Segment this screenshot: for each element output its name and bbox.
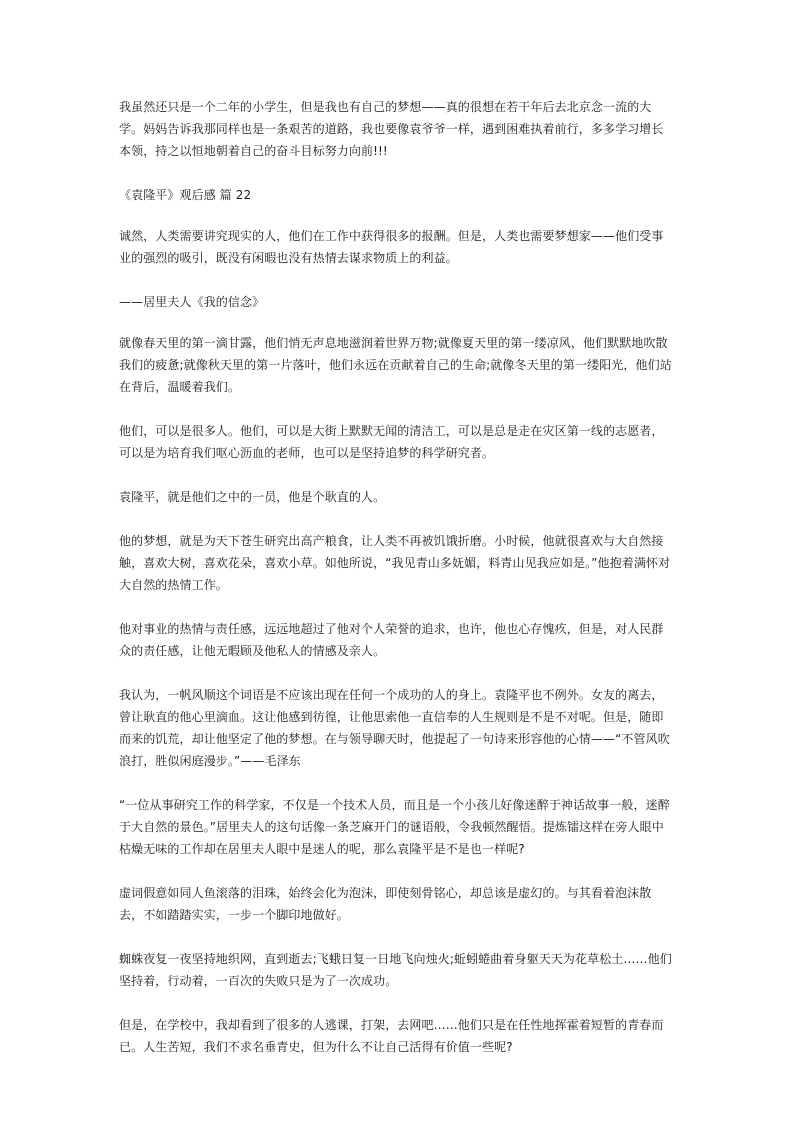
paragraph-they: 他们，可以是很多人。他们，可以是大街上默默无闻的清洁工，可以是总是走在灾区第一线的志愿者，可以是为培育我们呕心沥血的老师，也可以是坚持追梦的科学研究者。	[119, 424, 664, 460]
paragraph-illusion: 虚词假意如同人鱼滚落的泪珠，始终会化为泡沫，即使刻骨铭心，却总该是虚幻的。与其看着泡沫散去，不如踏踏实实，一步一个脚印地做好。	[119, 886, 652, 922]
quote-attribution: ——居里夫人《我的信念》	[119, 295, 265, 309]
paragraph-adversity: 我认为，一帆风顺这个词语是不应该出现在任何一个成功的人的身上。袁隆平也不例外。女友的离去，曾让耿直的他心里滴血。这让他感到彷徨，让他思索他一直信奉的人生规则是不是不对呢。但是，随即而来的饥荒，却让他坚定了他的梦想。在与领导聊天时，他提起了一句诗来形容他的心情——“不管风吹浪打，胜似闲庭漫步。”——毛泽东	[119, 688, 670, 768]
paragraph-dream: 我虽然还只是一个二年的小学生，但是我也有自己的梦想——真的很想在若干年后去北京念一流的大学。妈妈告诉我那同样也是一条艰苦的道路，我也要像袁爷爷一样，遇到困难执着前行，多多学习增长本领，持之以恒地朝着自己的奋斗目标努力向前!!!	[119, 100, 664, 158]
paragraph-responsibility: 他对事业的热情与责任感，远远地超过了他对个人荣誉的追求，也许，他也心存愧疚，但是，对人民群众的责任感，让他无暇顾及他私人的情感及亲人。	[119, 622, 664, 658]
paragraph-seasons: 就像春天里的第一滴甘露，他们悄无声息地滋润着世界万物;就像夏天里的第一缕凉风，他们默默地吹散我们的疲惫;就像秋天里的第一片落叶，他们永远在贡献着自己的生命;就像冬天里的第一缕阳光，他们站在背后，温暖着我们。	[119, 336, 672, 394]
document-body	[119, 96, 675, 1080]
paragraph-yuan-intro: 袁隆平，就是他们之中的一员，他是个耿直的人。	[119, 490, 386, 504]
paragraph-his-dream: 他的梦想，就是为天下苍生研究出高产粮食，让人类不再被饥饿折磨。小时候，他就很喜欢与大自然接触，喜欢大树，喜欢花朵，喜欢小草。如他所说，“我见青山多妩媚，料青山见我应如是。”他抱着满怀对大自然的热情工作。	[119, 534, 671, 592]
paragraph-school: 但是，在学校中，我却看到了很多的人逃课，打架，去网吧……他们只是在任性地挥霍着短暂的青春而已。人生苦短，我们不求名垂青史，但为什么不让自己活得有价值一些呢?	[119, 1018, 664, 1054]
paragraph-quote: 诚然，人类需要讲究现实的人，他们在工作中获得很多的报酬。但是，人类也需要梦想家——他们受事业的强烈的吸引，既没有闲暇也没有热情去谋求物质上的利益。	[119, 229, 664, 265]
paragraph-persistence: 蜘蛛夜复一夜坚持地织网，直到逝去;飞蛾日复一日地飞向烛火;蚯蚓蜷曲着身躯天天为花草松土……他们坚持着，行动着，一百次的失败只是为了一次成功。	[119, 952, 672, 988]
essay-heading: 《袁隆平》观后感 篇 22	[119, 188, 252, 202]
paragraph-scientist: “一位从事研究工作的科学家，不仅是一个技术人员，而且是一个小孩儿好像迷醉于神话故事一般，迷醉于大自然的景色。”居里夫人的这句话像一条芝麻开门的谜语般，令我顿然醒悟。提炼镭这样在旁人眼中枯燥无味的工作却在居里夫人眼中是迷人的呢，那么袁隆平是不是也一样呢?	[119, 798, 670, 856]
